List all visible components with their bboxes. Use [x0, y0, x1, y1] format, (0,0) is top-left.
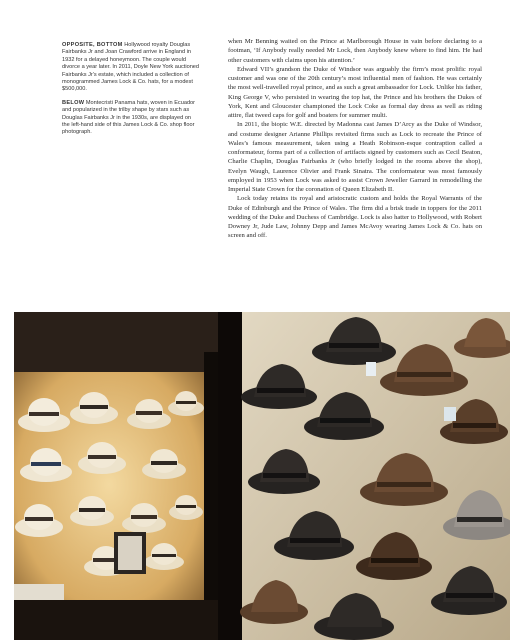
felt-hat-wall	[240, 312, 510, 640]
caption-text: Hollywood royalty Douglas Fairbanks Jr and Joan Crawford arrive in England in 1932 for a delayed honeymoon. The couple would divorce a year later. In 2011, Doyle New York auctioned Fairbanks Jr's estate, which included a collection of monogrammed James Lock & Co. hats, for a modest $500,000.	[62, 42, 200, 93]
cabinet-base	[14, 600, 218, 640]
caption-below	[62, 100, 200, 137]
display-card-face	[118, 536, 142, 570]
pillar	[218, 312, 242, 640]
body-paragraph: Edward VII’s grandson the Duke of Windsor was arguably the firm’s most prolific royal customer and was one of the 20th century’s most influential men of fashion. He was certainly the most well-travelled royal prince, and as such a great ambassador for Lock. Unlike his father, King George V, who persisted in wearing the top hat, the Prince and his brothers the Dukes of York, Kent and Gloucester championed the Lock Coke as formal day dress as well as riding attire, flat tweed caps for golf and boaters for summer multi.	[228, 65, 482, 119]
cabinet-frame	[204, 352, 218, 640]
hat-box	[14, 584, 64, 600]
caption-label: BELOW	[62, 99, 85, 106]
price-tag	[366, 362, 376, 376]
hat-shop-photo	[14, 312, 510, 640]
caption-column	[62, 42, 200, 143]
panama-cabinet	[14, 352, 218, 640]
price-tag	[444, 407, 456, 421]
body-paragraph: Lock today retains its royal and aristocratic custom and holds the Royal Warrants of the Duke of Edinburgh and the Prince of Wales. The firm did a brisk trade in toppers for the 2011 wedding of the Duke and Duchess of Cambridge. Lock is also hatter to Hollywood, with Robert Downey Jr, Jude Law, Johnny Depp and James McAvoy wearing James Lock & Co. hats on screen and off.	[228, 195, 482, 240]
caption-opposite	[62, 42, 200, 94]
caption-text: Montecristi Panama hats, woven in Ecuador and popularized in the trilby shape by stars such as Douglas Fairbanks Jr in the 1930s, are displayed on the left-hand side of this James Lock & Co. shop floor photograph.	[62, 99, 196, 136]
hat-shop-illustration	[14, 312, 510, 640]
body-paragraph: when Mr Benning waited on the Prince at Marlborough House in vain before declaring to a footman, ‘If Anybody really needed Mr Lock, then Anybody knew where to find him. He had other customers with claims upon his attention.’	[228, 38, 482, 64]
body-paragraph: In 2011, the biopic W.E. directed by Madonna cast James D’Arcy as the Duke of Windsor, and costume designer Arianne Phillips revisited firms such as Lock to recreate the Prince of Wales’s famous measurement, taken using a Heath Robinson-esque contraption called a conformateur, forms part of a collection of artifacts signed by customers such as Cecil Beaton, Charlie Chaplin, Douglas Fairbanks Jr (who briefly lodged in the rooms above the shop), Evelyn Waugh, Laurence Olivier and Frank Sinatra. The conformateur was most famously employed in 1953 when Lock was asked to assist Crown Jeweller Garrard in remodelling the Imperial State Crown for the coronation of Queen Elizabeth II.	[228, 121, 482, 193]
article-body	[228, 37, 482, 241]
caption-label: OPPOSITE, BOTTOM	[62, 42, 123, 48]
